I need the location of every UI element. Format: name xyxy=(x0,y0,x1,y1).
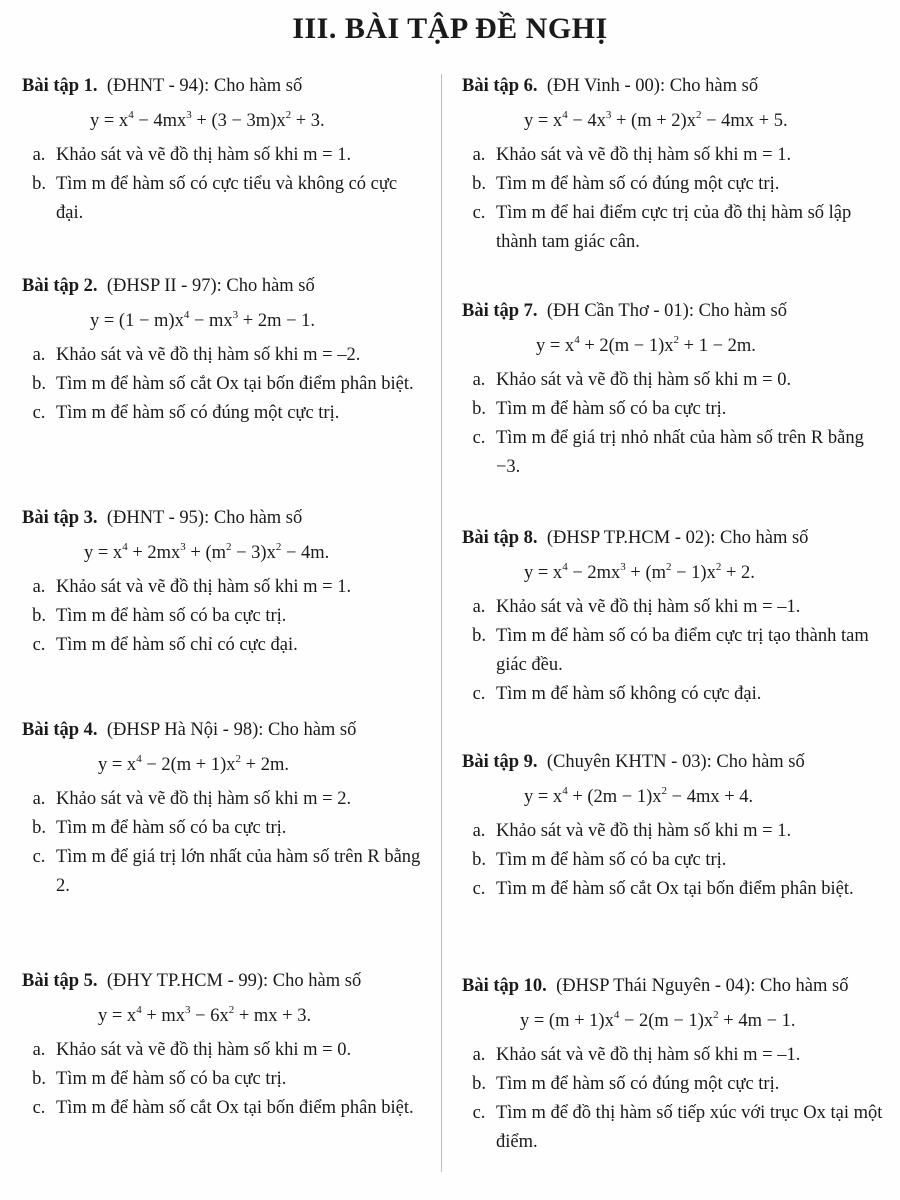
exercise-part xyxy=(22,843,422,901)
exercise-part xyxy=(22,1094,422,1123)
exercise-1 xyxy=(22,74,422,228)
exercise-part xyxy=(462,846,887,875)
exercise-heading xyxy=(462,974,887,998)
exercise-parts xyxy=(462,366,887,482)
part-letter: b. xyxy=(472,399,486,419)
exercise-source: (ĐHSP II - 97): Cho hàm số xyxy=(106,276,315,296)
exercise-label: Bài tập 4. xyxy=(22,720,98,740)
exercise-10 xyxy=(462,974,887,1157)
exercise-formula: $y = x^4 + (2m - 1)x^2 - 4mx + 4$. xyxy=(524,785,754,807)
exercise-parts xyxy=(22,341,422,428)
part-letter: b. xyxy=(32,174,46,194)
part-text: Khảo sát và vẽ đồ thị hàm số khi m = 1. xyxy=(56,145,352,165)
part-letter: b. xyxy=(472,626,486,646)
part-letter: c. xyxy=(32,1098,46,1118)
part-text: Tìm m để hàm số có ba cực trị. xyxy=(496,850,727,870)
part-letter: c. xyxy=(32,403,46,423)
exercise-heading xyxy=(22,506,422,530)
page-title: III. BÀI TẬP ĐỀ NGHỊ xyxy=(292,12,608,45)
exercise-2 xyxy=(22,274,422,428)
exercise-part xyxy=(22,573,422,602)
exercise-parts xyxy=(22,785,422,901)
part-text: Tìm m để hai điểm cực trị của đồ thị hàm số lập thành tam giác cân. xyxy=(496,203,852,252)
exercise-formula: $y = x^4 - 2(m + 1)x^2 + 2m$. xyxy=(98,753,289,775)
exercise-part xyxy=(462,593,887,622)
exercise-label: Bài tập 5. xyxy=(22,971,98,991)
exercise-4 xyxy=(22,718,422,901)
exercise-formula: $y = (1 - m)x^4 - mx^3 + 2m - 1$. xyxy=(90,309,316,331)
exercise-part xyxy=(462,875,887,904)
exercise-9 xyxy=(462,750,887,904)
exercise-label: Bài tập 10. xyxy=(462,976,547,996)
exercise-label: Bài tập 6. xyxy=(462,76,538,96)
exercise-part xyxy=(22,631,422,660)
part-text: Tìm m để hàm số cắt Ox tại bốn điểm phân biệt. xyxy=(496,879,854,899)
exercise-label: Bài tập 7. xyxy=(462,301,538,321)
part-letter: b. xyxy=(32,818,46,838)
exercise-part xyxy=(22,170,422,228)
exercise-part xyxy=(462,141,887,170)
part-text: Khảo sát và vẽ đồ thị hàm số khi m = –2. xyxy=(56,345,361,365)
exercise-label: Bài tập 8. xyxy=(462,528,538,548)
part-text: Khảo sát và vẽ đồ thị hàm số khi m = 0. xyxy=(496,370,792,390)
part-letter: c. xyxy=(472,203,486,223)
exercise-label: Bài tập 3. xyxy=(22,508,98,528)
part-letter: c. xyxy=(32,847,46,867)
part-letter: c. xyxy=(472,879,486,899)
part-text: Tìm m để giá trị nhỏ nhất của hàm số trên R bằng −3. xyxy=(496,428,864,477)
exercise-parts xyxy=(462,817,887,904)
part-letter: a. xyxy=(32,1040,46,1060)
part-letter: a. xyxy=(472,597,486,617)
part-letter: b. xyxy=(32,606,46,626)
exercise-heading xyxy=(462,750,887,774)
part-letter: a. xyxy=(32,145,46,165)
part-text: Khảo sát và vẽ đồ thị hàm số khi m = –1. xyxy=(496,1045,801,1065)
exercise-formula: $y = x^4 + 2(m - 1)x^2 + 1 - 2m$. xyxy=(536,334,756,356)
column-divider xyxy=(441,74,442,1172)
exercise-label: Bài tập 1. xyxy=(22,76,98,96)
part-letter: a. xyxy=(472,370,486,390)
part-text: Tìm m để hàm số có ba cực trị. xyxy=(56,818,287,838)
exercise-parts xyxy=(22,141,422,228)
part-text: Tìm m để hàm số có cực tiểu và không có cực đại. xyxy=(56,174,398,223)
exercise-part xyxy=(22,814,422,843)
part-text: Khảo sát và vẽ đồ thị hàm số khi m = 2. xyxy=(56,789,352,809)
exercise-source: (ĐHNT - 94): Cho hàm số xyxy=(106,76,303,96)
part-letter: c. xyxy=(472,1103,486,1123)
part-text: Khảo sát và vẽ đồ thị hàm số khi m = 1. xyxy=(496,821,792,841)
exercise-heading xyxy=(462,526,887,550)
part-text: Khảo sát và vẽ đồ thị hàm số khi m = 0. xyxy=(56,1040,352,1060)
exercise-parts xyxy=(22,1036,422,1123)
exercise-formula: $y = x^4 + 2mx^3 + (m^2 - 3)x^2 - 4m$. xyxy=(84,541,330,563)
part-text: Tìm m để giá trị lớn nhất của hàm số trên R bằng 2. xyxy=(56,847,421,896)
part-text: Tìm m để hàm số có ba cực trị. xyxy=(496,399,727,419)
part-text: Tìm m để hàm số có ba cực trị. xyxy=(56,1069,287,1089)
exercise-source: (ĐH Vinh - 00): Cho hàm số xyxy=(546,76,759,96)
exercise-part xyxy=(22,370,422,399)
exercise-heading xyxy=(22,969,422,993)
exercise-part xyxy=(462,199,887,257)
exercise-5 xyxy=(22,969,422,1123)
exercise-source: (ĐHSP Thái Nguyên - 04): Cho hàm số xyxy=(556,976,849,996)
exercise-label: Bài tập 9. xyxy=(462,752,538,772)
part-text: Tìm m để hàm số không có cực đại. xyxy=(496,684,762,704)
exercise-formula: $y = x^4 - 2mx^3 + (m^2 - 1)x^2 + 2$. xyxy=(524,561,755,583)
part-text: Tìm m để hàm số có ba điểm cực trị tạo thành tam giác đều. xyxy=(496,626,869,675)
part-text: Tìm m để hàm số cắt Ox tại bốn điểm phân biệt. xyxy=(56,1098,414,1118)
exercise-formula: $y = x^4 - 4x^3 + (m + 2)x^2 - 4mx + 5$. xyxy=(524,109,788,131)
exercise-part xyxy=(462,680,887,709)
part-text: Tìm m để hàm số có đúng một cực trị. xyxy=(496,174,780,194)
exercise-part xyxy=(22,602,422,631)
part-text: Khảo sát và vẽ đồ thị hàm số khi m = 1. xyxy=(56,577,352,597)
exercise-formula: $y = x^4 - 4mx^3 + (3 - 3m)x^2 + 3$. xyxy=(90,109,325,131)
part-letter: b. xyxy=(32,1069,46,1089)
exercise-parts xyxy=(462,593,887,709)
part-text: Tìm m để hàm số có đúng một cực trị. xyxy=(496,1074,780,1094)
exercise-7 xyxy=(462,299,887,482)
part-letter: b. xyxy=(472,850,486,870)
exercise-3 xyxy=(22,506,422,660)
exercise-source: (ĐHSP Hà Nội - 98): Cho hàm số xyxy=(106,720,357,740)
exercise-part xyxy=(22,399,422,428)
part-letter: a. xyxy=(472,145,486,165)
exercise-source: (ĐH Cần Thơ - 01): Cho hàm số xyxy=(546,301,787,321)
part-text: Tìm m để hàm số có đúng một cực trị. xyxy=(56,403,340,423)
part-letter: c. xyxy=(472,428,486,448)
part-letter: a. xyxy=(32,789,46,809)
exercise-part xyxy=(462,1070,887,1099)
exercise-part xyxy=(22,1036,422,1065)
exercise-part xyxy=(462,1099,887,1157)
exercise-part xyxy=(22,785,422,814)
part-letter: c. xyxy=(32,635,46,655)
exercise-part xyxy=(462,1041,887,1070)
exercise-part xyxy=(462,170,887,199)
exercise-part xyxy=(22,341,422,370)
exercise-source: (ĐHY TP.HCM - 99): Cho hàm số xyxy=(106,971,362,991)
exercise-part xyxy=(462,366,887,395)
part-text: Tìm m để hàm số có ba cực trị. xyxy=(56,606,287,626)
exercise-source: (ĐHSP TP.HCM - 02): Cho hàm số xyxy=(546,528,809,548)
part-letter: b. xyxy=(32,374,46,394)
exercise-8 xyxy=(462,526,887,709)
part-text: Tìm m để hàm số chỉ có cực đại. xyxy=(56,635,298,655)
exercise-parts xyxy=(462,141,887,257)
exercise-formula: $y = x^4 + mx^3 - 6x^2$ + mx + 3. xyxy=(98,1004,312,1026)
exercise-part xyxy=(462,395,887,424)
part-text: Tìm m để hàm số cắt Ox tại bốn điểm phân biệt. xyxy=(56,374,414,394)
exercise-parts xyxy=(22,573,422,660)
part-letter: a. xyxy=(472,821,486,841)
exercise-part xyxy=(462,622,887,680)
part-text: Tìm m để đồ thị hàm số tiếp xúc với trục Ox tại một điểm. xyxy=(496,1103,883,1152)
exercise-heading xyxy=(22,74,422,98)
part-letter: c. xyxy=(472,684,486,704)
part-letter: a. xyxy=(32,345,46,365)
exercise-parts xyxy=(462,1041,887,1157)
exercise-heading xyxy=(462,74,887,98)
exercise-part xyxy=(22,1065,422,1094)
exercise-part xyxy=(22,141,422,170)
exercise-heading xyxy=(22,274,422,298)
part-letter: a. xyxy=(472,1045,486,1065)
exercise-heading xyxy=(462,299,887,323)
exercise-heading xyxy=(22,718,422,742)
exercise-6 xyxy=(462,74,887,257)
exercise-label: Bài tập 2. xyxy=(22,276,98,296)
exercise-formula: $y = (m + 1)x^4 - 2(m - 1)x^2 + 4m - 1$. xyxy=(520,1009,796,1031)
part-letter: b. xyxy=(472,174,486,194)
part-text: Khảo sát và vẽ đồ thị hàm số khi m = –1. xyxy=(496,597,801,617)
part-letter: a. xyxy=(32,577,46,597)
exercise-source: (ĐHNT - 95): Cho hàm số xyxy=(106,508,303,528)
part-letter: b. xyxy=(472,1074,486,1094)
part-text: Khảo sát và vẽ đồ thị hàm số khi m = 1. xyxy=(496,145,792,165)
exercise-source: (Chuyên KHTN - 03): Cho hàm số xyxy=(546,752,805,772)
exercise-part xyxy=(462,817,887,846)
exercise-part xyxy=(462,424,887,482)
